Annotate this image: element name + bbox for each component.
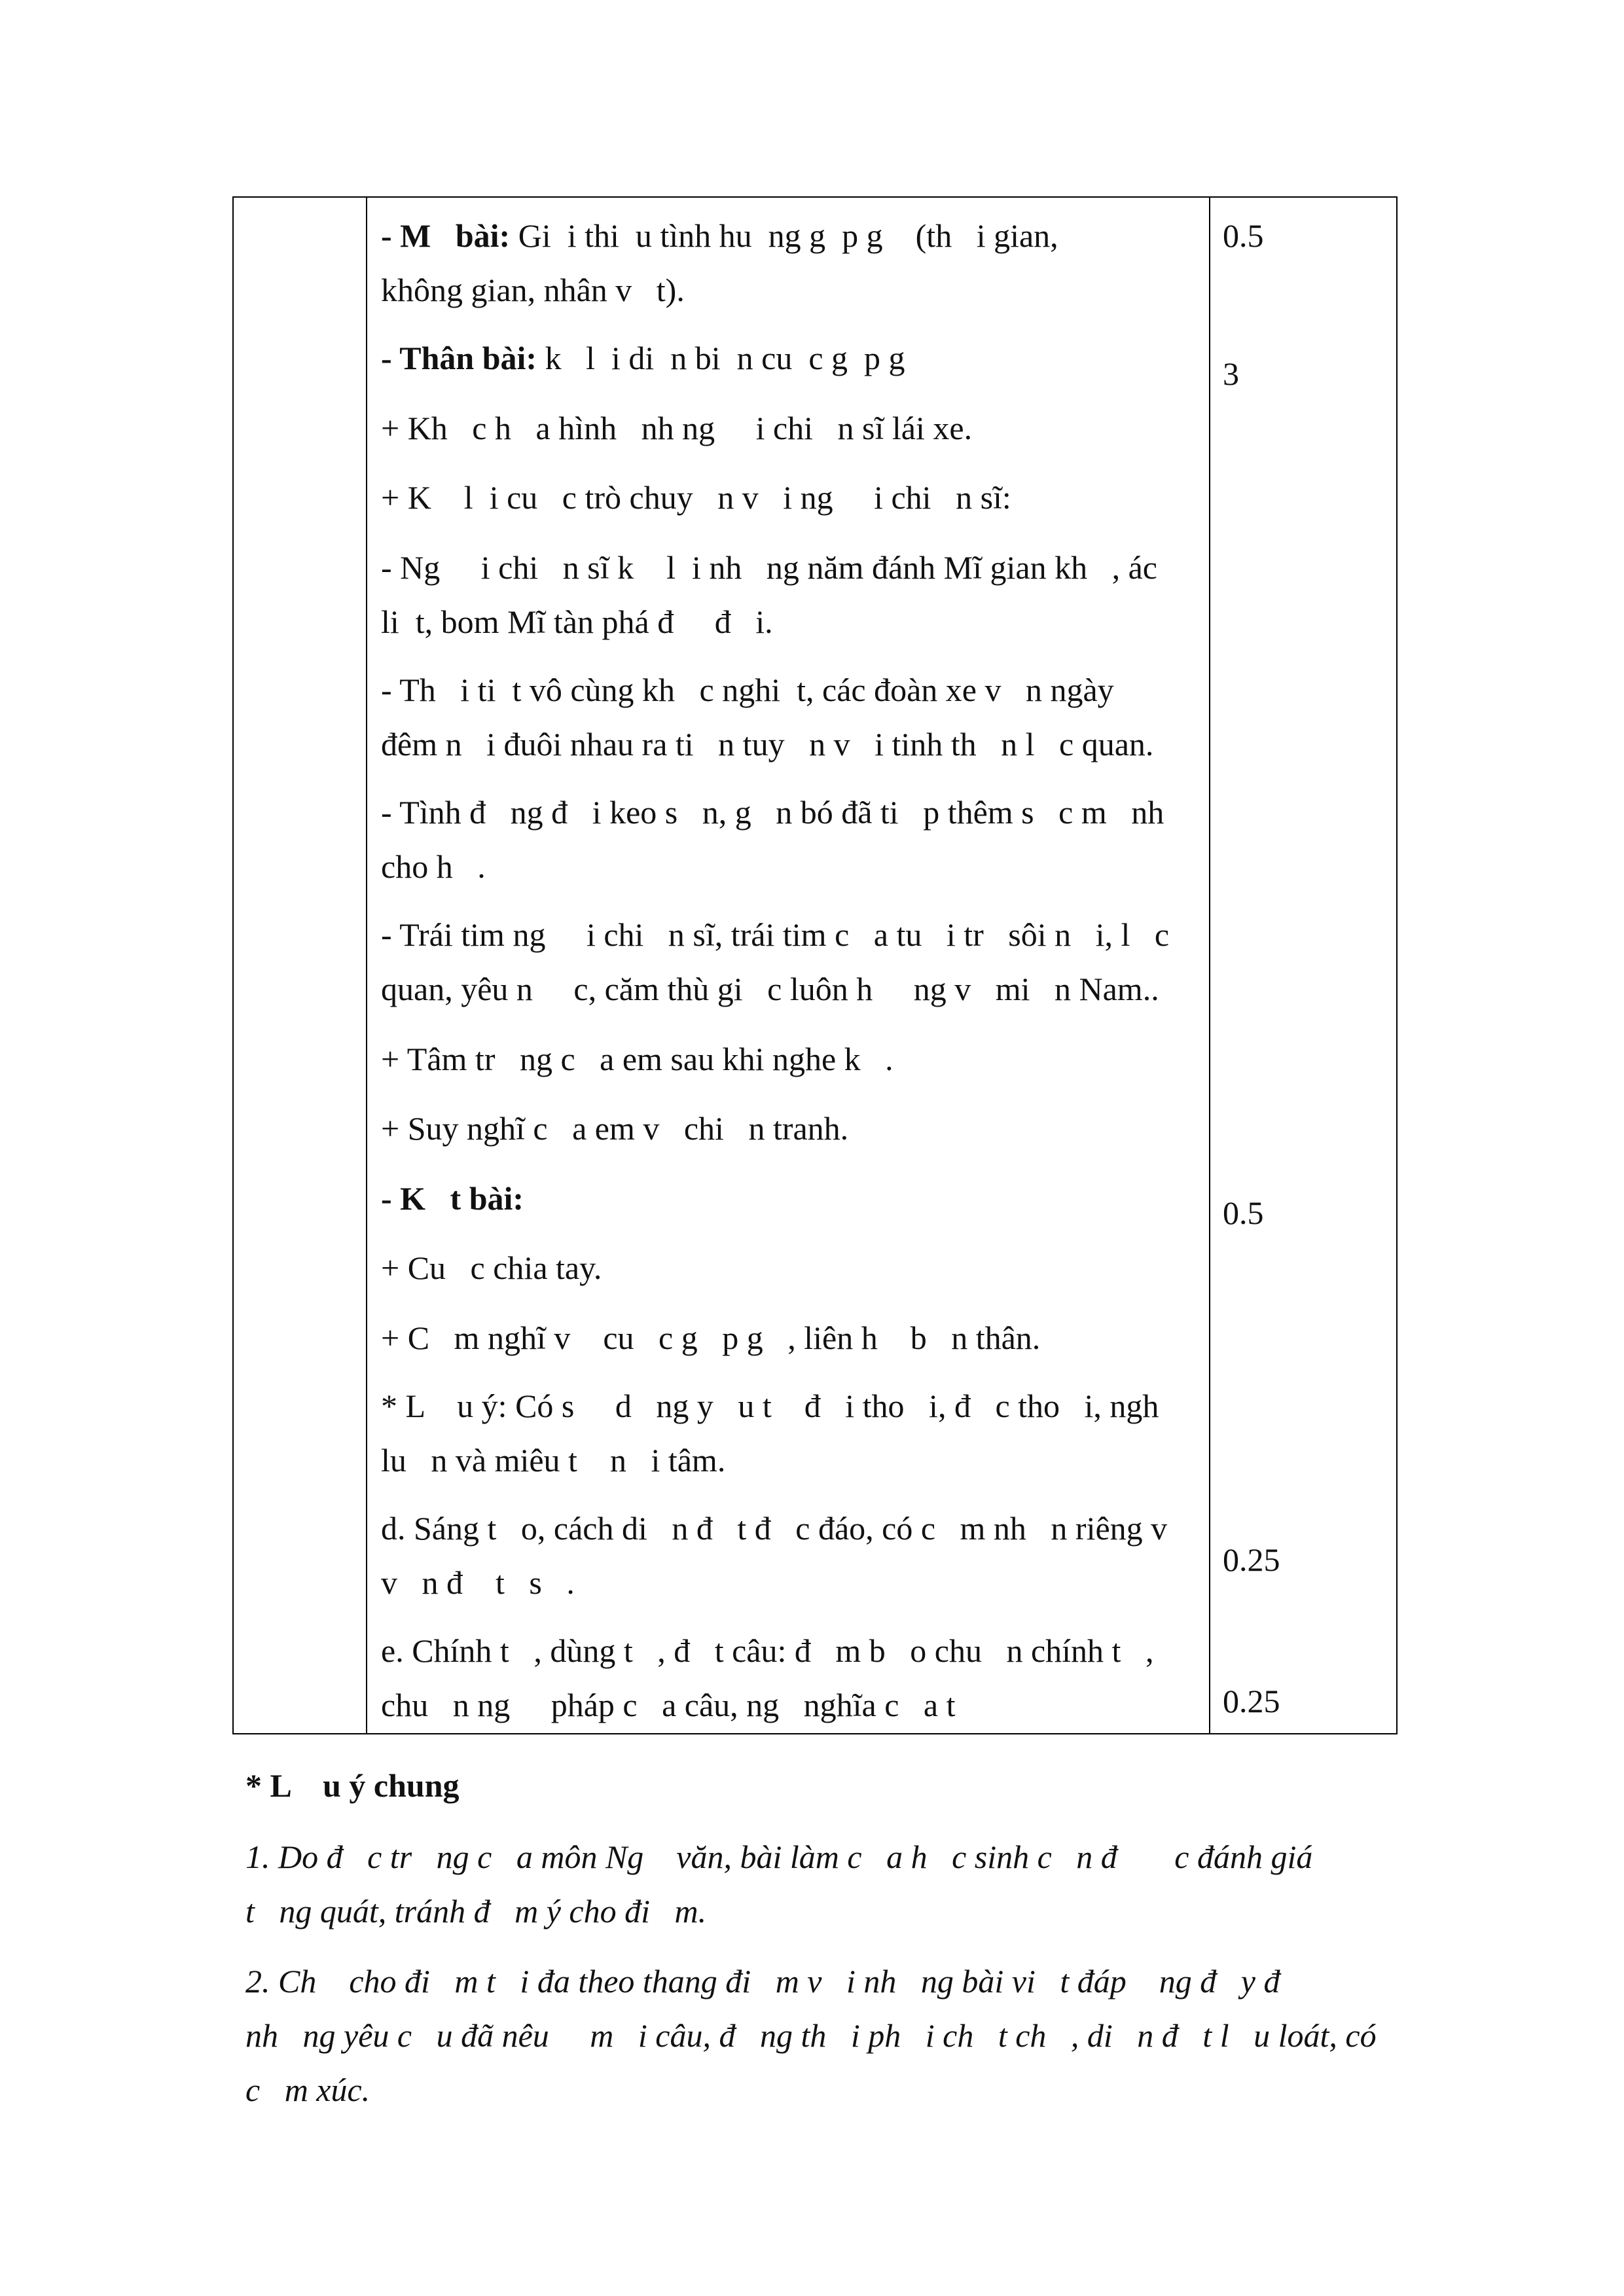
table-row [381,471,1187,525]
row-text: li t, bom Mĩ tàn phá đ đ i. [381,603,773,640]
score-value: 0.5 [1223,1194,1264,1231]
column-divider-1 [366,198,367,1733]
row-text: lu n và miêu t n i tâm. [381,1442,726,1479]
row-text: cho h . [381,848,486,885]
score-value: 0.5 [1223,217,1264,254]
row-text: + K l i cu c trò chuy n v i ng i chi n sĩ: [381,479,1011,516]
table-row [381,908,1187,962]
table-row [381,1678,1187,1732]
row-text: + Tâm tr ng c a em sau khi nghe k . [381,1041,893,1077]
row-text: - Tình đ ng đ i keo s n, g n bó đã ti p thêm s c m nh [381,794,1164,831]
table-row [381,1102,1187,1156]
table-row [381,717,1187,772]
table-row [381,663,1187,717]
row-text: + Cu c chia tay. [381,1249,602,1286]
row-text: không gian, nhân v t). [381,272,685,308]
row-text: quan, yêu n c, căm thù gi c luôn h ng v mi n Nam.. [381,971,1159,1007]
table-row [381,1311,1187,1365]
note-line: c m xúc. [245,2072,370,2108]
row-text: d. Sáng t o, cách di n đ t đ c đáo, có c m nh n riêng v [381,1510,1168,1547]
row-text: Gi i thi u tình hu ng g p g (th i gian, [510,217,1058,254]
note-line: nh ng yêu c u đã nêu m i câu, đ ng th i ph i ch t ch , di n đ t l u loát, có [245,2017,1377,2054]
table-row [381,209,1187,263]
table-row [381,1172,1187,1226]
row-text: k l i di n bi n cu c g p g [537,340,905,376]
note-line: 2. Ch cho đi m t i đa theo thang đi m v i nh ng bài vi t đáp ng đ y đ [245,1963,1280,2000]
row-text: đêm n i đuôi nhau ra ti n tuy n v i tinh th n l c quan. [381,726,1154,762]
table-row [381,331,1187,386]
row-text: - Trái tim ng i chi n sĩ, trái tim c a tu i tr sôi n i, l c [381,916,1170,953]
table-row [381,1433,1187,1488]
section-label: - M bài: [381,217,511,254]
table-row [381,401,1187,456]
row-text: - Th i ti t vô cùng kh c nghi t, các đoàn xe v n ngày [381,672,1114,708]
section-label: - K t bài: [381,1180,524,1217]
table-row [381,1501,1187,1556]
note-title: * L u ý chung [245,1767,460,1804]
row-text: v n đ t s . [381,1564,575,1601]
score-value: 0.25 [1223,1541,1280,1578]
table-row [381,1556,1187,1610]
note-line: t ng quát, tránh đ m ý cho đi m. [245,1893,707,1929]
table-row [381,1379,1187,1433]
row-text: + Kh c h a hình nh ng i chi n sĩ lái xe. [381,410,973,446]
table-row [381,1032,1187,1086]
table-row [381,595,1187,649]
section-label: - Thân bài: [381,340,537,376]
score-value: 3 [1223,355,1239,392]
table-row [381,785,1187,840]
table-row [381,840,1187,894]
row-text: + C m nghĩ v cu c g p g , liên h b n thân. [381,1319,1041,1356]
column-divider-2 [1209,198,1210,1733]
table-row [381,962,1187,1016]
row-text: + Suy nghĩ c a em v chi n tranh. [381,1110,849,1147]
table-row [381,541,1187,595]
note-line: 1. Do đ c tr ng c a môn Ng văn, bài làm c a h c sinh c n đ c đánh giá [245,1839,1313,1875]
table-row [381,263,1187,317]
table-row [381,1241,1187,1295]
row-text: chu n ng pháp c a câu, ng nghĩa c a t [381,1687,956,1723]
table-row [381,1624,1187,1678]
row-text: * L u ý: Có s d ng y u t đ i tho i, đ c tho i, ngh [381,1388,1159,1424]
score-value: 0.25 [1223,1683,1280,1719]
row-text: - Ng i chi n sĩ k l i nh ng năm đánh Mĩ gian kh , ác [381,549,1157,586]
row-text: e. Chính t , dùng t , đ t câu: đ m b o chu n chính t , [381,1632,1154,1669]
